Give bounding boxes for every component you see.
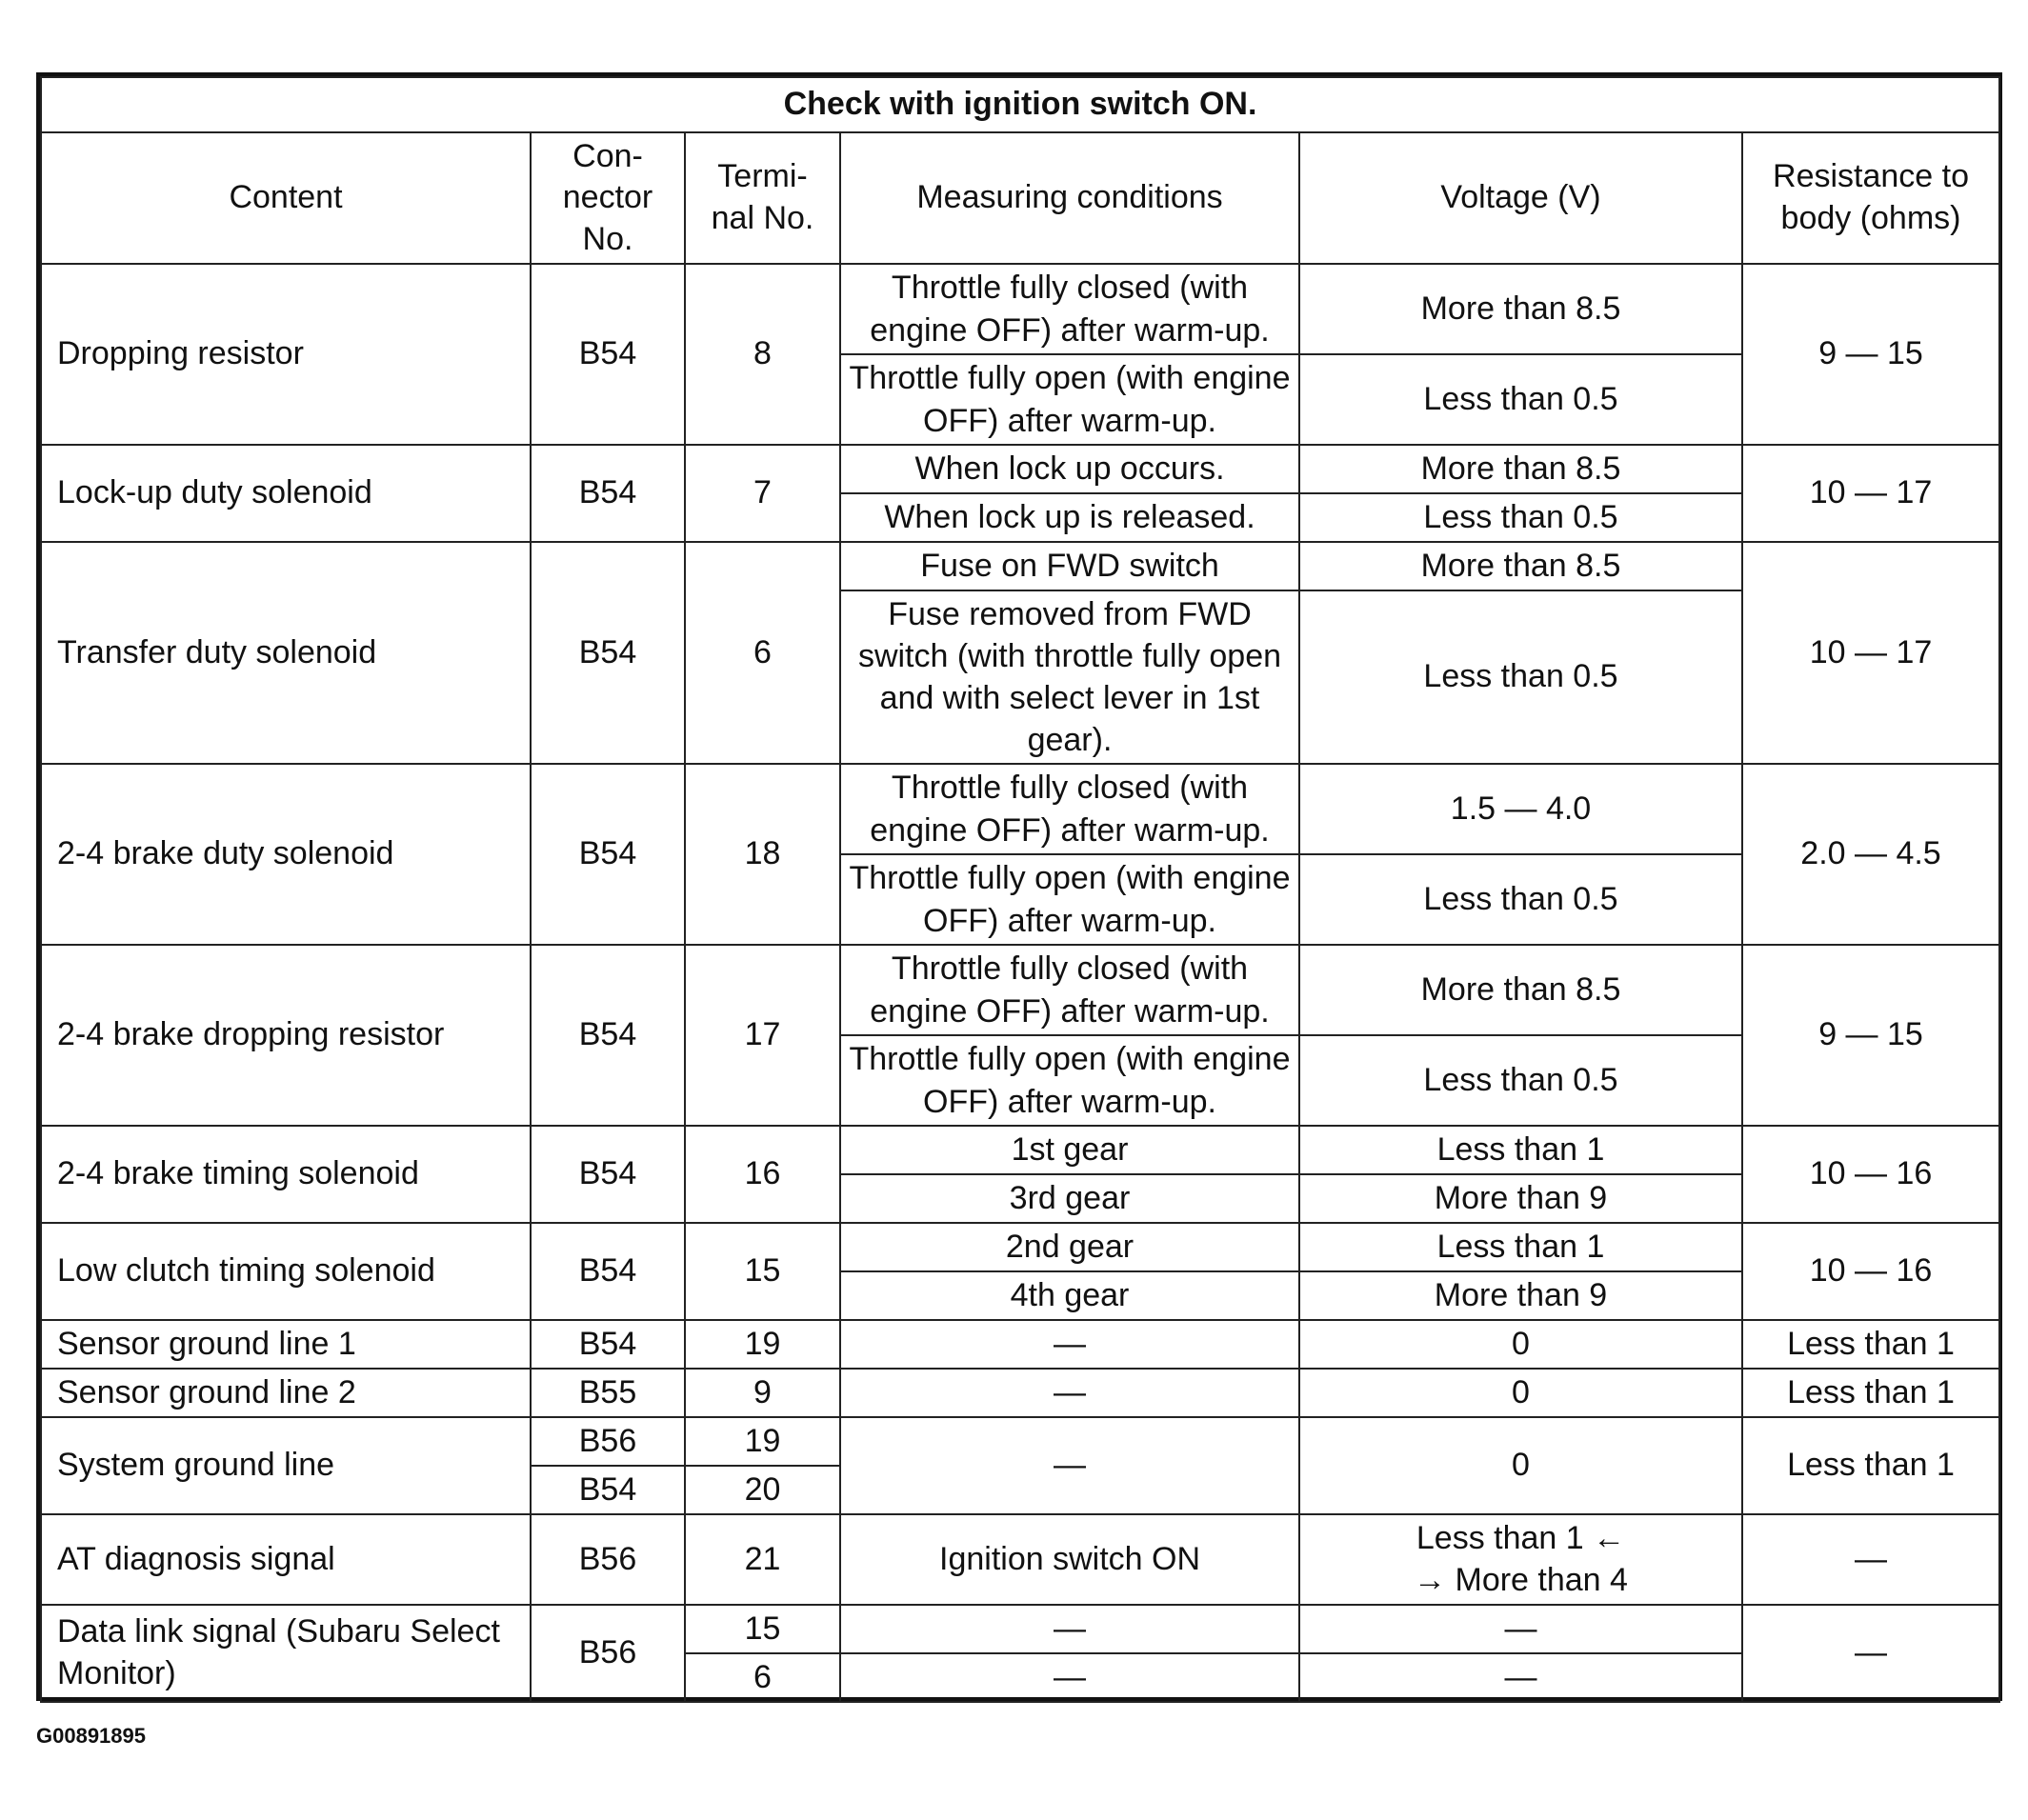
row-resistance: — [1742, 1514, 1999, 1605]
row-condition: Throttle fully closed (with engine OFF) after warm-up. [840, 945, 1299, 1035]
row-connector: B54 [531, 1126, 685, 1223]
row-condition: Ignition switch ON [840, 1514, 1299, 1605]
table-row [41, 764, 1999, 854]
header-conditions: Measuring conditions [840, 132, 1299, 264]
row-resistance: 10 — 17 [1742, 445, 1999, 542]
row-voltage: Less than 0.5 [1299, 493, 1742, 542]
row-resistance: 10 — 16 [1742, 1126, 1999, 1223]
row-terminal: 15 [685, 1223, 840, 1320]
row-condition: 4th gear [840, 1271, 1299, 1320]
row-condition: — [840, 1605, 1299, 1653]
row-connector: B56 [531, 1605, 685, 1702]
row-connector: B54 [531, 764, 685, 945]
row-condition: 1st gear [840, 1126, 1299, 1174]
table-row [41, 1605, 1999, 1653]
row-connector: B54 [531, 1320, 685, 1369]
row-content: Sensor ground line 2 [41, 1369, 531, 1417]
row-voltage: More than 8.5 [1299, 445, 1742, 493]
row-content: 2-4 brake timing solenoid [41, 1126, 531, 1223]
row-voltage: Less than 1 [1299, 1126, 1742, 1174]
row-condition: Throttle fully open (with engine OFF) after warm-up. [840, 1035, 1299, 1126]
row-condition: Fuse on FWD switch [840, 542, 1299, 590]
row-condition: — [840, 1417, 1299, 1514]
row-content: System ground line [41, 1417, 531, 1514]
row-voltage: More than 8.5 [1299, 542, 1742, 590]
row-resistance: Less than 1 [1742, 1320, 1999, 1369]
table-row [41, 445, 1999, 493]
row-terminal: 19 [685, 1417, 840, 1466]
row-voltage: 0 [1299, 1369, 1742, 1417]
header-resistance: Resistance to body (ohms) [1742, 132, 1999, 264]
row-voltage: — [1299, 1605, 1742, 1653]
table-row [41, 542, 1999, 590]
row-terminal: 15 [685, 1605, 840, 1653]
row-voltage: More than 9 [1299, 1271, 1742, 1320]
row-content: Dropping resistor [41, 264, 531, 445]
row-content: Data link signal (Subaru Select Monitor) [41, 1605, 531, 1702]
row-voltage: Less than 0.5 [1299, 590, 1742, 764]
row-voltage: — [1299, 1653, 1742, 1702]
table-row [41, 1417, 1999, 1466]
table-row [41, 264, 1999, 354]
row-terminal: 6 [685, 1653, 840, 1702]
row-terminal: 16 [685, 1126, 840, 1223]
row-terminal: 7 [685, 445, 840, 542]
row-condition: Fuse removed from FWD switch (with throttle fully open and with select lever in 1st gear). [840, 590, 1299, 764]
row-connector: B55 [531, 1369, 685, 1417]
row-voltage: 0 [1299, 1417, 1742, 1514]
table-row [41, 1369, 1999, 1417]
row-connector: B54 [531, 1223, 685, 1320]
row-condition: — [840, 1369, 1299, 1417]
row-voltage: More than 8.5 [1299, 945, 1742, 1035]
row-connector: B54 [531, 542, 685, 764]
row-condition: When lock up is released. [840, 493, 1299, 542]
row-terminal: 18 [685, 764, 840, 945]
header-content: Content [41, 132, 531, 264]
spec-table-frame [36, 72, 2002, 1701]
header-voltage: Voltage (V) [1299, 132, 1742, 264]
row-condition: 3rd gear [840, 1174, 1299, 1223]
row-voltage: 1.5 — 4.0 [1299, 764, 1742, 854]
row-content: AT diagnosis signal [41, 1514, 531, 1605]
row-content: Lock-up duty solenoid [41, 445, 531, 542]
row-voltage: Less than 1 [1299, 1223, 1742, 1271]
row-content: Transfer duty solenoid [41, 542, 531, 764]
ignition-check-table [40, 76, 2000, 1703]
row-content: Low clutch timing solenoid [41, 1223, 531, 1320]
row-resistance: — [1742, 1605, 1999, 1702]
row-voltage: Less than 0.5 [1299, 1035, 1742, 1126]
row-connector: B56 [531, 1514, 685, 1605]
row-voltage: Less than 1 ← → More than 4 [1299, 1514, 1742, 1605]
row-voltage: Less than 0.5 [1299, 854, 1742, 945]
row-condition: — [840, 1320, 1299, 1369]
row-voltage: More than 8.5 [1299, 264, 1742, 354]
row-resistance: Less than 1 [1742, 1417, 1999, 1514]
row-content: Sensor ground line 1 [41, 1320, 531, 1369]
row-content: 2-4 brake duty solenoid [41, 764, 531, 945]
row-condition: Throttle fully closed (with engine OFF) after warm-up. [840, 264, 1299, 354]
row-connector: B54 [531, 945, 685, 1126]
row-condition: Throttle fully open (with engine OFF) after warm-up. [840, 354, 1299, 445]
table-row [41, 1514, 1999, 1605]
header-terminal: Termi- nal No. [685, 132, 840, 264]
table-title: Check with ignition switch ON. [41, 77, 1999, 132]
row-resistance: Less than 1 [1742, 1369, 1999, 1417]
header-connector: Con- nector No. [531, 132, 685, 264]
row-resistance: 10 — 16 [1742, 1223, 1999, 1320]
row-connector: B54 [531, 1466, 685, 1514]
row-condition: When lock up occurs. [840, 445, 1299, 493]
row-terminal: 8 [685, 264, 840, 445]
row-terminal: 6 [685, 542, 840, 764]
row-condition: — [840, 1653, 1299, 1702]
row-connector: B54 [531, 445, 685, 542]
row-resistance: 9 — 15 [1742, 945, 1999, 1126]
row-voltage: Less than 0.5 [1299, 354, 1742, 445]
row-condition: Throttle fully closed (with engine OFF) after warm-up. [840, 764, 1299, 854]
row-terminal: 21 [685, 1514, 840, 1605]
row-terminal: 9 [685, 1369, 840, 1417]
row-resistance: 10 — 17 [1742, 542, 1999, 764]
row-condition: 2nd gear [840, 1223, 1299, 1271]
row-voltage: 0 [1299, 1320, 1742, 1369]
row-connector: B56 [531, 1417, 685, 1466]
row-terminal: 20 [685, 1466, 840, 1514]
table-row [41, 1126, 1999, 1174]
table-row [41, 1223, 1999, 1271]
row-content: 2-4 brake dropping resistor [41, 945, 531, 1126]
figure-code: G00891895 [36, 1724, 146, 1748]
row-resistance: 9 — 15 [1742, 264, 1999, 445]
row-connector: B54 [531, 264, 685, 445]
row-resistance: 2.0 — 4.5 [1742, 764, 1999, 945]
row-terminal: 19 [685, 1320, 840, 1369]
row-terminal: 17 [685, 945, 840, 1126]
table-row [41, 945, 1999, 1035]
row-condition: Throttle fully open (with engine OFF) after warm-up. [840, 854, 1299, 945]
row-voltage: More than 9 [1299, 1174, 1742, 1223]
table-row [41, 1320, 1999, 1369]
